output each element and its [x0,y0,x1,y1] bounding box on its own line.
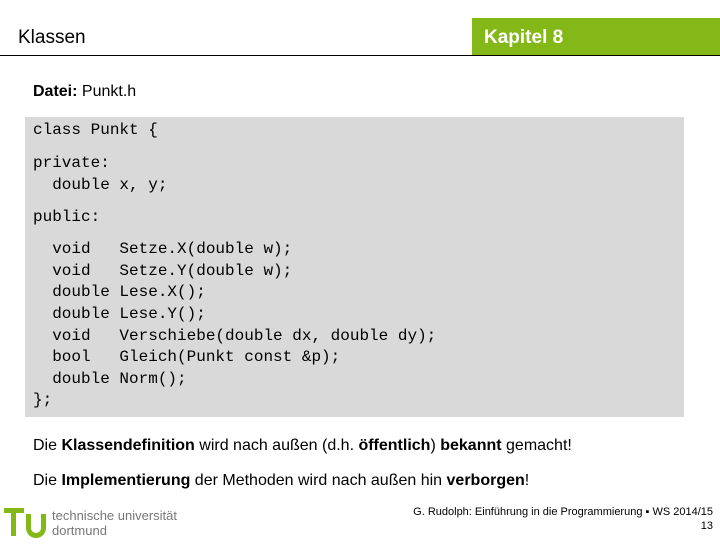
statement-implementation: Die Implementierung der Methoden wird nach außen hin verborgen! [33,472,530,489]
course-credit: G. Rudolph: Einführung in die Programmierung ▪ WS 2014/15 [413,506,713,518]
code-block [25,117,684,417]
code-line: bool Gleich(Punkt const &p); [33,348,341,366]
tu-dortmund-logo [0,500,200,540]
code-line: void Verschiebe(double dx, double dy); [33,327,437,345]
code-line: double x, y; [33,176,168,194]
code-line: private: [33,154,110,172]
file-name: Punkt.h [77,83,137,100]
logo-line-2: dortmund [52,523,107,538]
code-line: double Lese.X(); [33,283,206,301]
code-line: void Setze.Y(double w); [33,262,293,280]
file-label [33,83,136,101]
chapter-title: Kapitel 8 [484,27,564,48]
header-divider [0,55,720,56]
file-label-prefix: Datei: [33,83,78,100]
code-line: class Punkt { [33,121,158,139]
slide-footer [0,500,720,540]
code-line: double Norm(); [33,370,187,388]
code-line: double Lese.Y(); [33,305,206,323]
footer-credit [413,505,713,533]
code-line: }; [33,391,53,409]
slide-topic: Klassen [18,27,86,48]
tu-logo-icon [0,500,50,540]
chapter-banner [472,18,720,56]
statement-definition: Die Klassendefinition wird nach außen (d.h. öffentlich) bekannt gemacht! [33,437,572,454]
slide-header [0,0,720,56]
code-line: void Setze.X(double w); [33,240,293,258]
code-line: public: [33,208,101,226]
logo-line-1: technische universität [52,508,178,523]
page-number: 13 [700,520,713,532]
